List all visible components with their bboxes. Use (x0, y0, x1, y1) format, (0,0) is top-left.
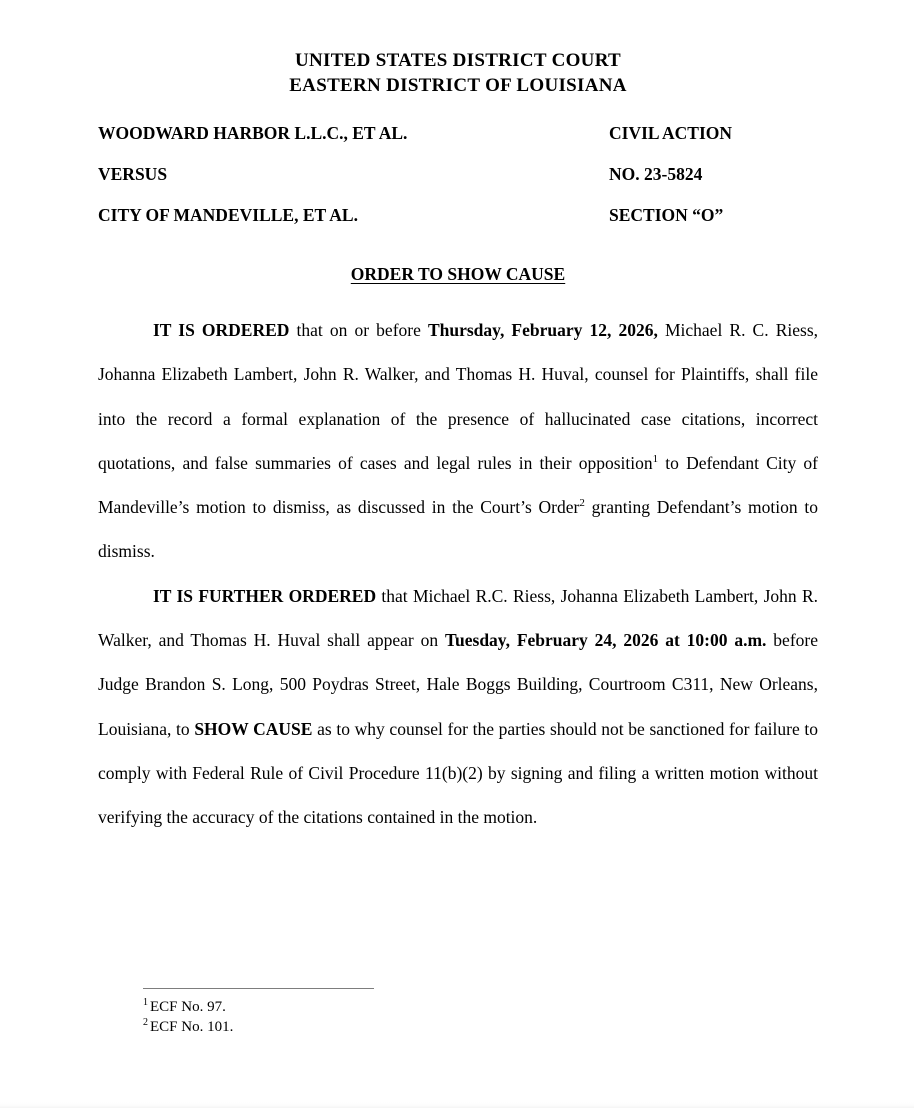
caption-row (98, 122, 818, 163)
footnote-marker-1: 1 (652, 453, 659, 466)
further-ordered-segment-a: that Michael R.C. Riess, Johanna Elizabeth Lambert, John R. Walker, and Thomas H. Huval shall appear on (98, 585, 818, 651)
further-ordered-segment-c: as to why counsel for the parties should not be sanctioned for failure to comply with Federal Rule of Civil Procedure 11(b)(2) by signing and filing a written motion without verifying the accuracy of the citations contained in the motion. (98, 718, 818, 828)
ordered-segment-b: Michael R. C. Riess, Johanna Elizabeth Lambert, John R. Walker, and Thomas H. Huval, counsel for Plaintiffs, shall file into the record a formal explanation of the presence of hallucinated case citations, incorrect quotations, and false summaries of cases and legal rules in their opposition (98, 320, 819, 473)
document-title-text: ORDER TO SHOW CAUSE (350, 264, 566, 284)
further-ordered-paragraph (98, 574, 818, 840)
court-name-line-1: UNITED STATES DISTRICT COURT (294, 50, 622, 71)
case-caption (98, 122, 818, 245)
caption-row (98, 163, 818, 204)
it-is-further-ordered-lead: IT IS FURTHER ORDERED (153, 585, 377, 606)
caption-row (98, 204, 818, 245)
document-title (98, 263, 818, 285)
ordered-paragraph (98, 308, 818, 574)
ordered-segment-d: granting Defendant’s motion to dismiss. (98, 497, 818, 562)
ordered-segment-c: to Defendant City of Mandeville’s motion to dismiss, as discussed in the Court’s Order (98, 452, 819, 518)
footnote-number: 1 (143, 997, 148, 1008)
footnote-item (143, 997, 743, 1017)
footnote-text: ECF No. 101. (150, 1019, 234, 1035)
ordered-segment-a: that on or before (289, 320, 428, 340)
versus-label: VERSUS (98, 164, 168, 184)
further-ordered-segment-b: before Judge Brandon S. Long, 500 Poydras Street, Hale Boggs Building, Courtroom C311, New Orleans, Louisiana, to (98, 630, 818, 739)
court-header (98, 48, 818, 98)
court-district-line-2: EASTERN DISTRICT OF LOUISIANA (289, 75, 627, 96)
compliance-deadline-date: Thursday, February 12, 2026, (427, 320, 658, 340)
case-number: NO. 23-5824 (609, 164, 703, 184)
it-is-ordered-lead: IT IS ORDERED (153, 320, 290, 340)
footnote-text: ECF No. 97. (150, 999, 226, 1015)
footnote-separator-rule (143, 988, 374, 989)
defendant-name: CITY OF MANDEVILLE, ET AL. (98, 205, 358, 225)
action-type: CIVIL ACTION (609, 123, 733, 143)
footnote-number: 2 (143, 1017, 148, 1028)
footnote-section (143, 988, 743, 1037)
footnote-marker-2: 2 (579, 497, 585, 510)
hearing-datetime: Tuesday, February 24, 2026 at 10:00 a.m. (444, 630, 767, 651)
scan-edge-artifact (0, 1102, 914, 1108)
court-section: SECTION “O” (609, 205, 724, 225)
document-body (98, 308, 818, 840)
plaintiff-name: WOODWARD HARBOR L.L.C., ET AL. (98, 123, 408, 143)
show-cause-emphasis: SHOW CAUSE (194, 718, 313, 739)
footnote-item (143, 1017, 743, 1037)
